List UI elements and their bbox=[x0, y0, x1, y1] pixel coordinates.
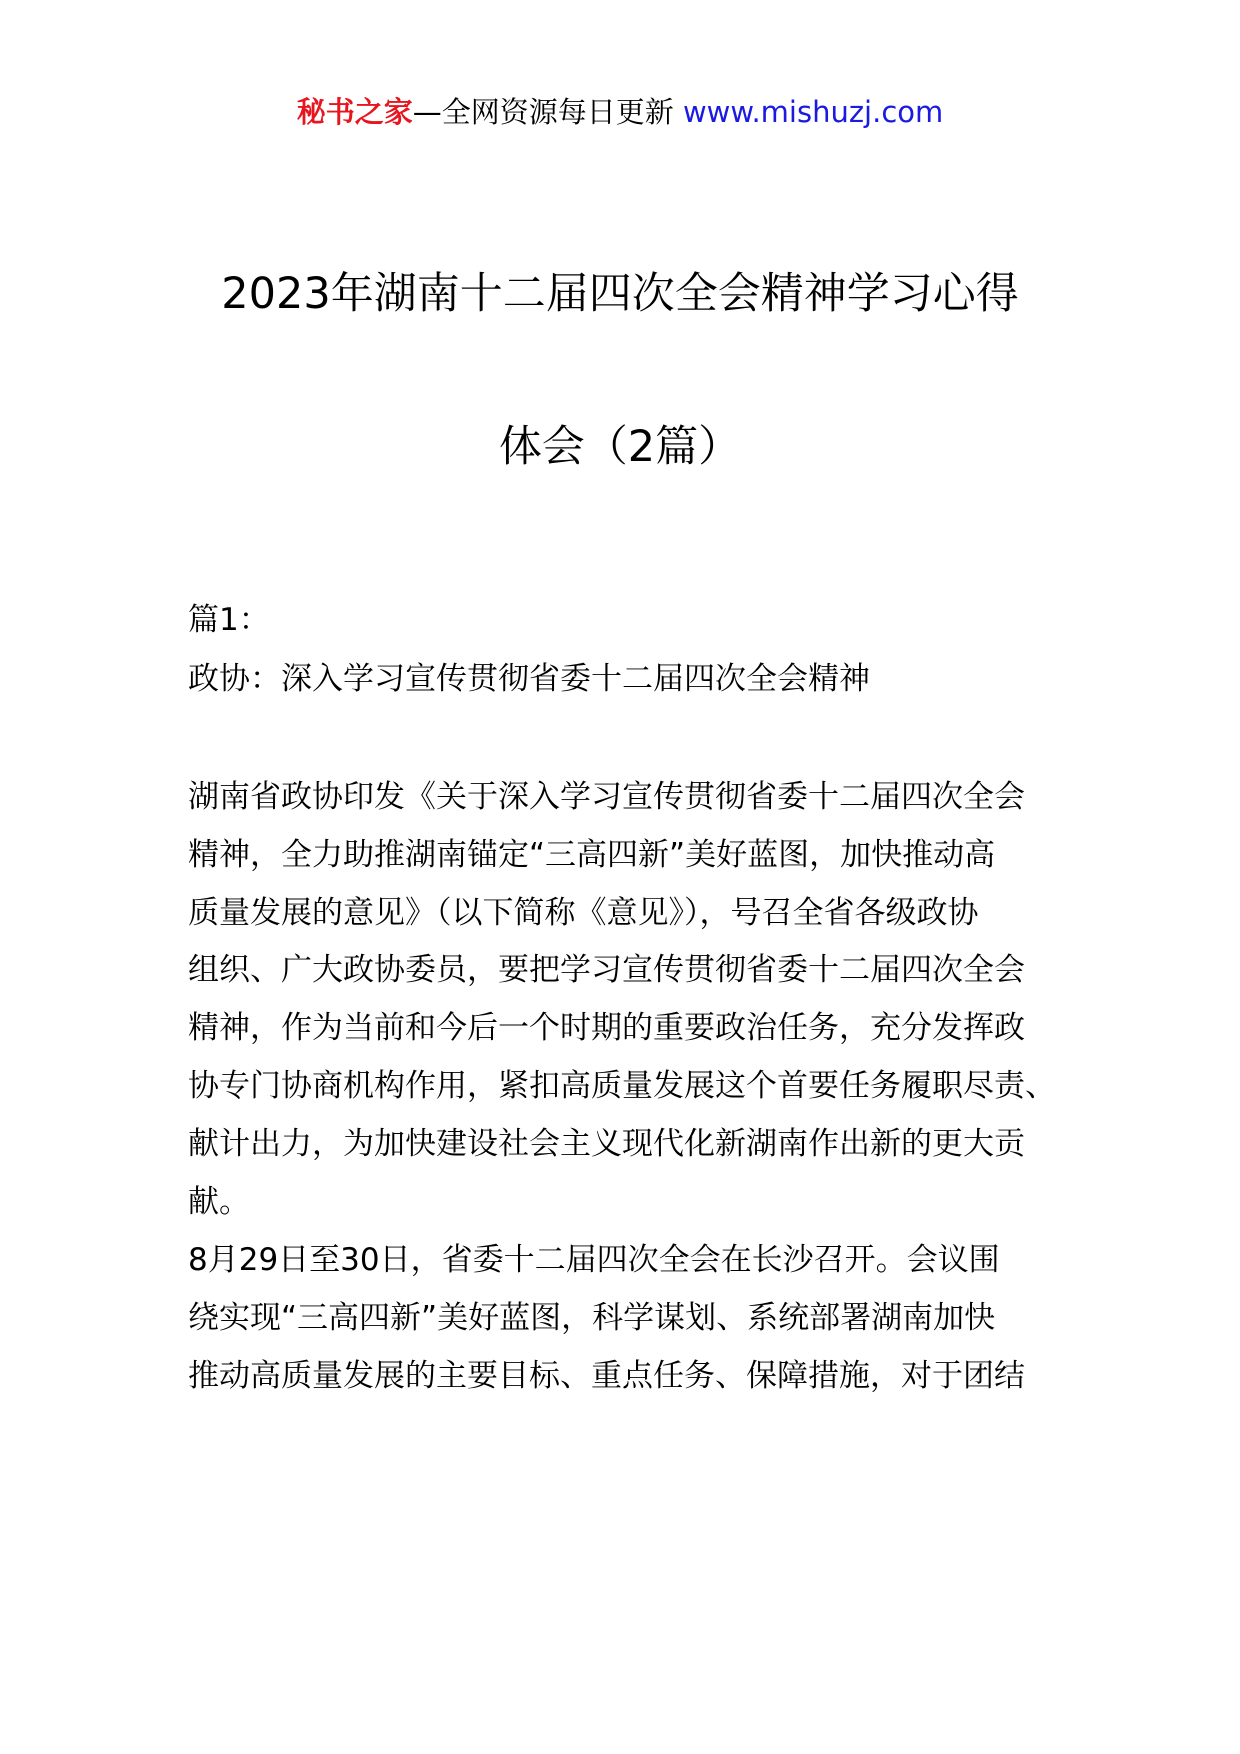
paragraph-1-line: 协专门协商机构作用，紧扣高质量发展这个首要任务履职尽责、 bbox=[188, 1068, 1056, 1104]
paragraph-1-line: 精神，作为当前和今后一个时期的重要政治任务，充分发挥政 bbox=[188, 1010, 1025, 1046]
paragraph-2-line: 推动高质量发展的主要目标、重点任务、保障措施，对于团结 bbox=[188, 1358, 1025, 1394]
site-url-link[interactable]: www.mishuzj.com bbox=[682, 95, 944, 129]
paragraph-2-line: 绕实现“三高四新”美好蓝图，科学谋划、系统部署湖南加快 bbox=[188, 1300, 996, 1336]
section-subtitle: 政协：深入学习宣传贯彻省委十二届四次全会精神 bbox=[188, 661, 870, 697]
paragraph-2-line: 8月29日至30日，省委十二届四次全会在长沙召开。会议围 bbox=[188, 1242, 1000, 1278]
paragraph-1-line: 质量发展的意见》（以下简称《意见》），号召全省各级政协 bbox=[188, 895, 979, 931]
paragraph-1-line: 湖南省政协印发《关于深入学习宣传贯彻省委十二届四次全会 bbox=[188, 779, 1025, 815]
document-title-line-1: 2023年湖南十二届四次全会精神学习心得 bbox=[221, 269, 1019, 319]
brand-name: 秘书之家 bbox=[296, 95, 413, 129]
document-title-line-2: 体会（2篇） bbox=[498, 422, 742, 472]
section-label: 篇1： bbox=[188, 602, 270, 638]
paragraph-1-line: 精神，全力助推湖南锚定“三高四新”美好蓝图，加快推动高 bbox=[188, 837, 996, 873]
paragraph-1-line: 献计出力，为加快建设社会主义现代化新湖南作出新的更大贡 bbox=[188, 1126, 1025, 1162]
paragraph-1-line: 组织、广大政协委员，要把学习宣传贯彻省委十二届四次全会 bbox=[188, 952, 1025, 988]
site-header bbox=[0, 92, 1240, 132]
paragraph-1-line: 献。 bbox=[188, 1184, 250, 1220]
header-tagline: —全网资源每日更新 bbox=[412, 95, 683, 129]
